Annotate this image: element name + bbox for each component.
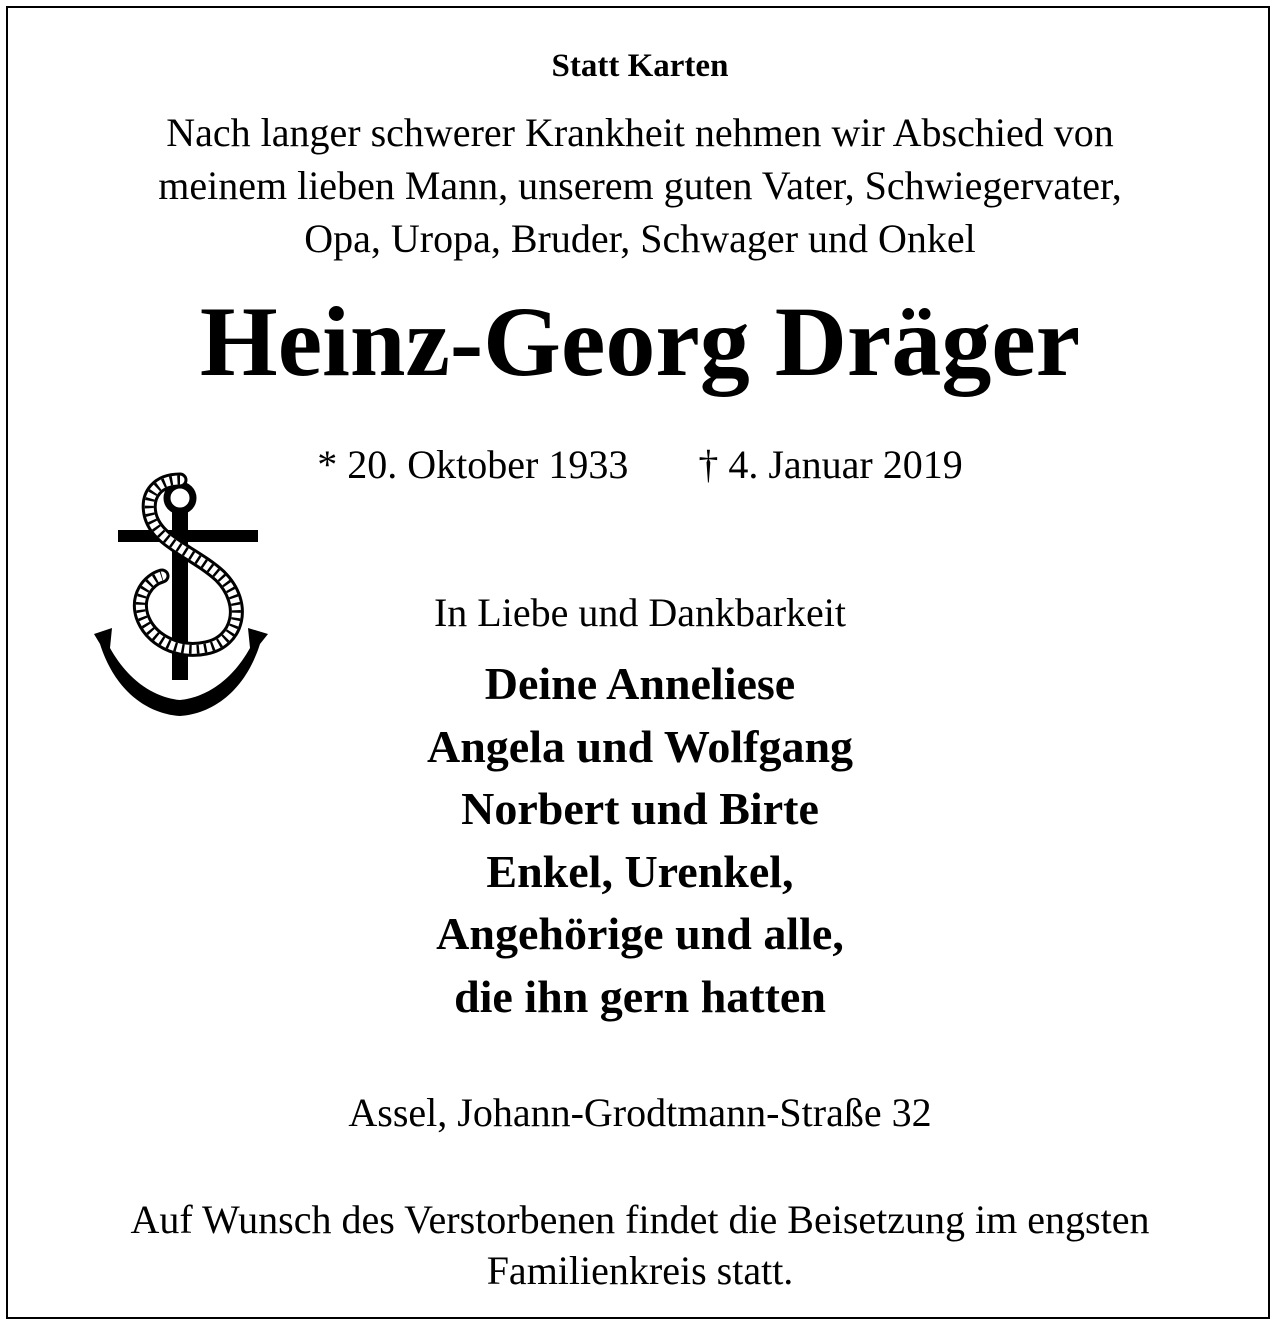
signoff-line: In Liebe und Dankbarkeit [433,590,847,635]
burial-notice-line: Auf Wunsch des Verstorbenen findet die Beisetzung im engsten [130,1197,1150,1242]
mourner-line: Norbert und Birte [461,783,819,834]
intro-text [0,106,1280,265]
address-line: Assel, Johann-Grodtmann-Straße 32 [348,1090,932,1135]
intro-line: Nach langer schwerer Krankheit nehmen wir Abschied von [166,110,1114,155]
death-date: † 4. Januar 2019 [698,442,963,487]
mourner-line: die ihn gern hatten [454,970,826,1022]
notice-header: Statt Karten [551,48,729,84]
intro-line: meinem lieben Mann, unserem guten Vater, Schwiegervater, [158,163,1122,208]
mourner-line: Deine Anneliese [484,658,796,709]
mourner-line: Angela und Wolfgang [426,720,854,772]
birth-date: * 20. Oktober 1933 [317,442,629,487]
mourner-line: Angehörige und alle, [436,908,844,959]
burial-notice [0,1194,1280,1296]
mourners-list [0,653,1280,1028]
mourner-line: Enkel, Urenkel, [486,845,794,897]
intro-line: Opa, Uropa, Bruder, Schwager und Onkel [304,216,976,261]
deceased-name: Heinz-Georg Dräger [199,286,1081,397]
burial-notice-line: Familienkreis statt. [486,1248,794,1293]
